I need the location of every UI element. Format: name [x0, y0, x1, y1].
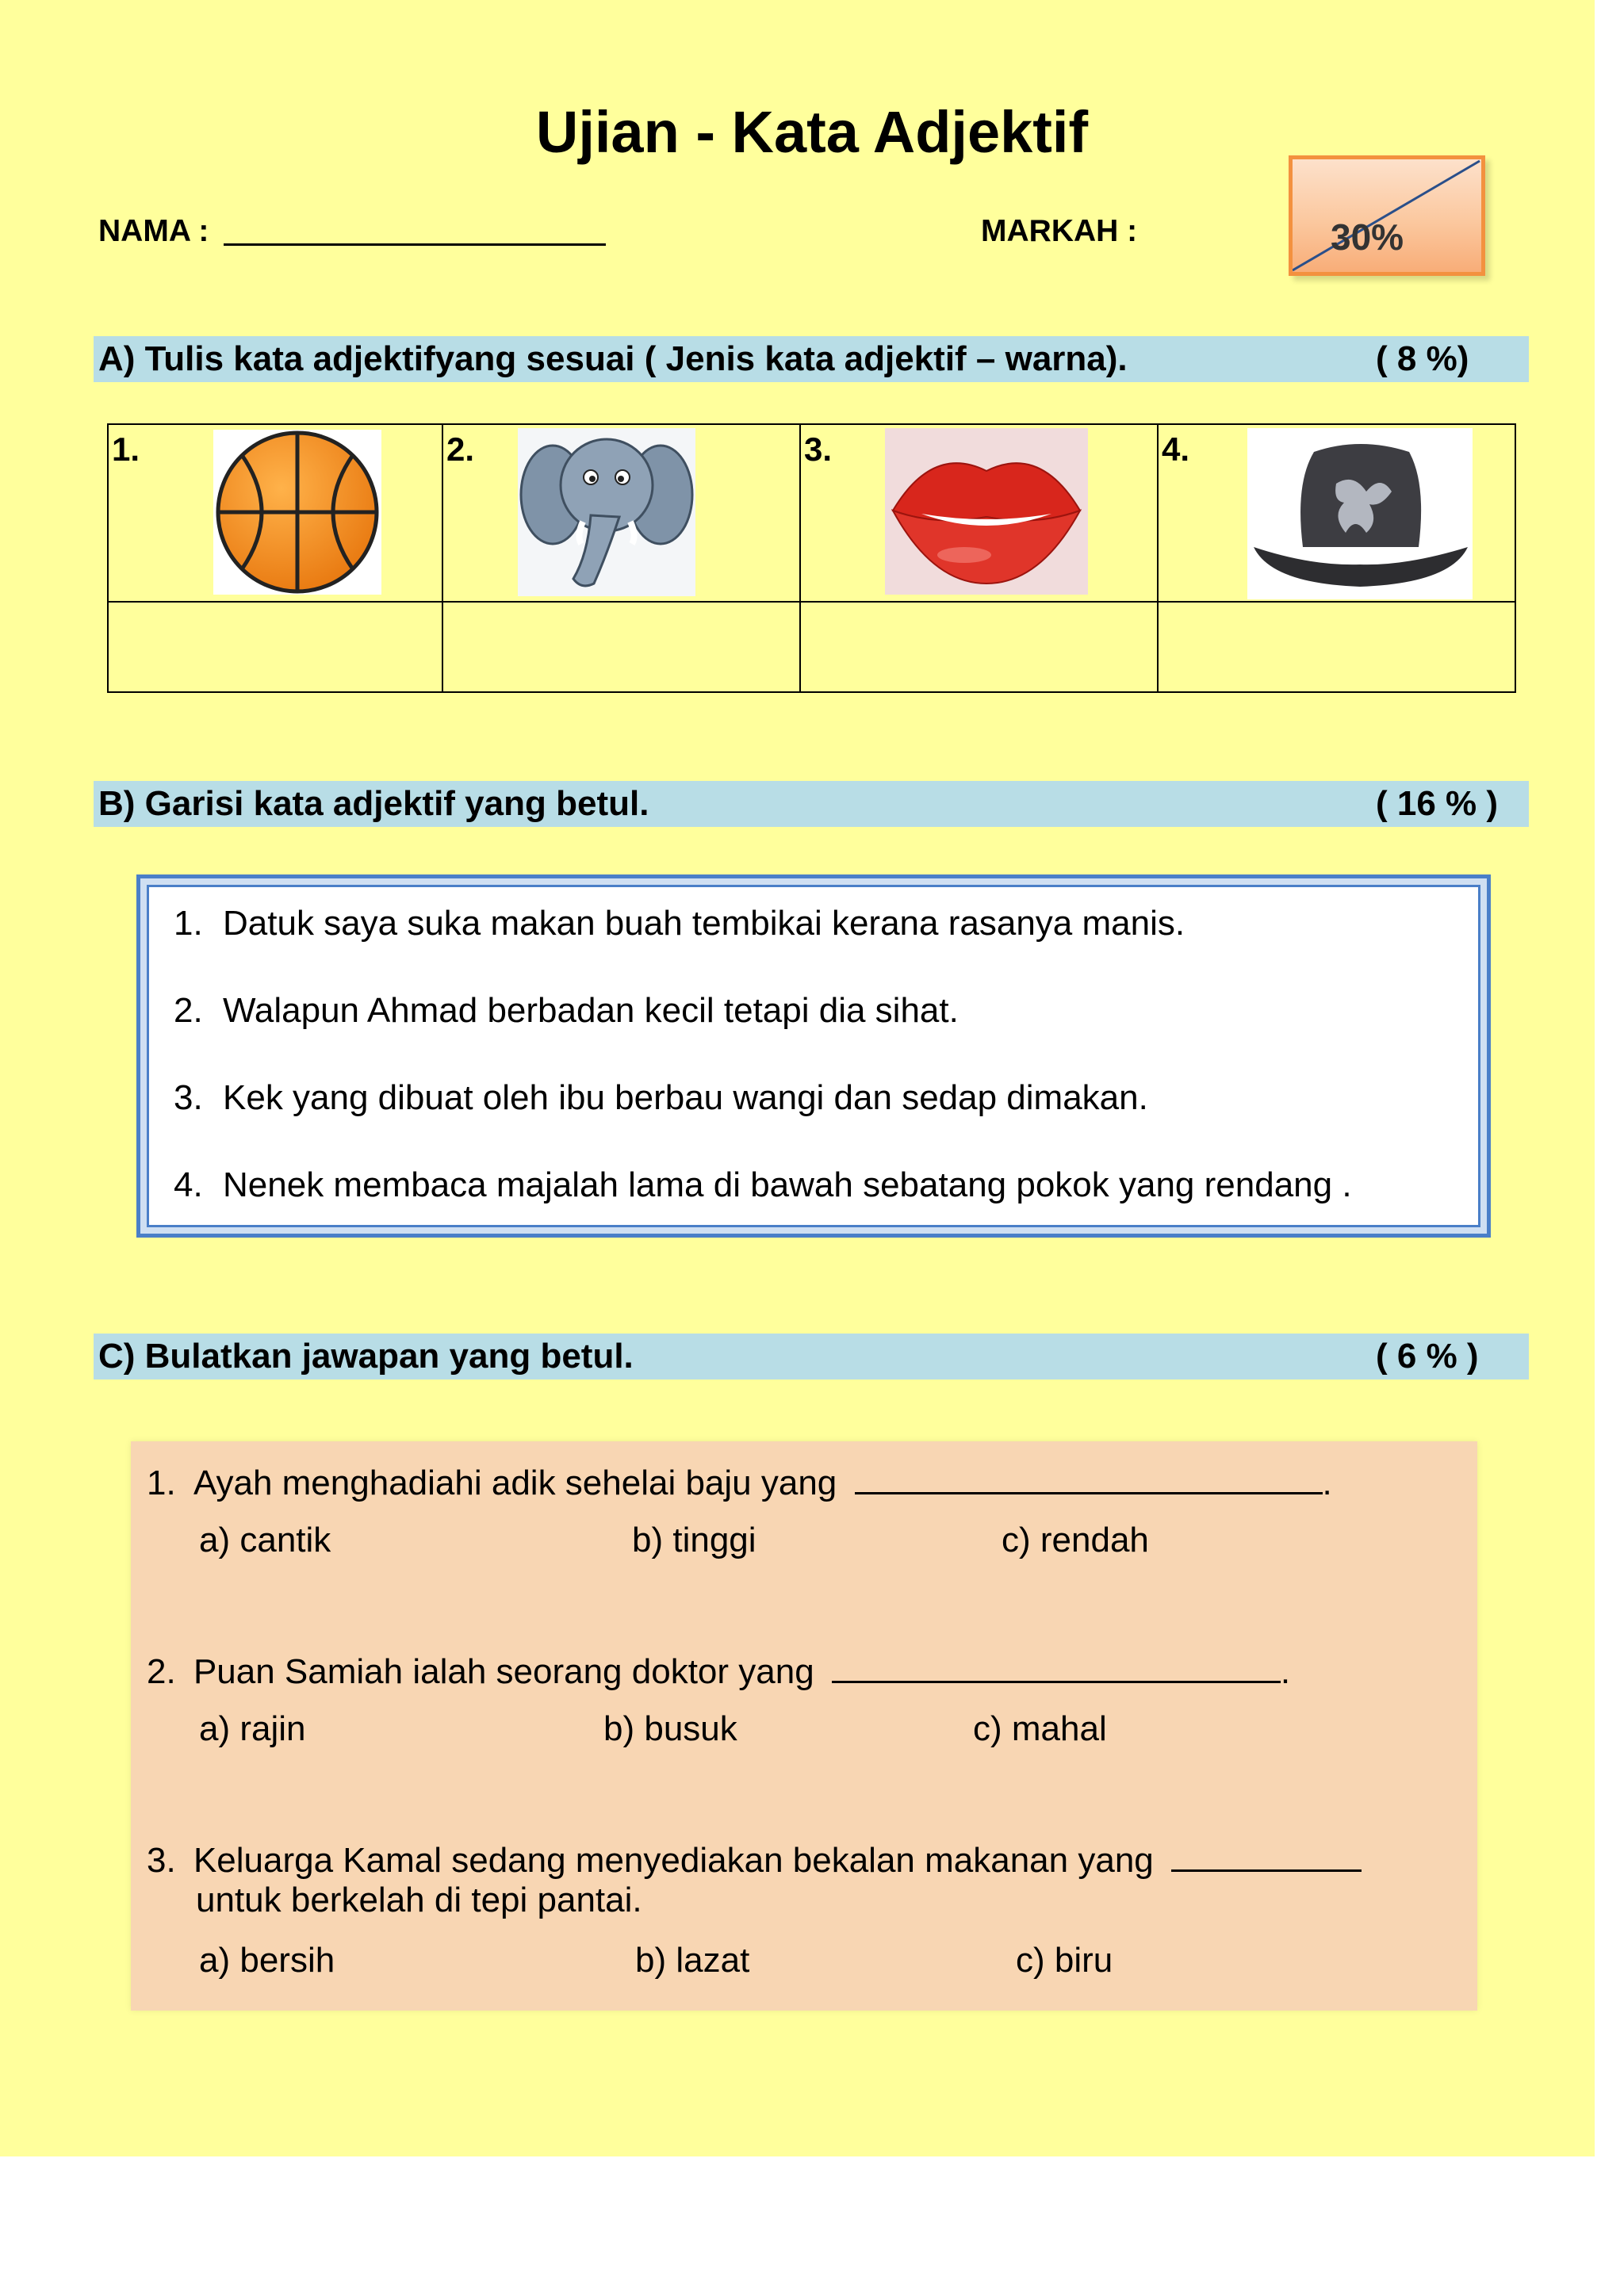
score-box	[1289, 155, 1485, 276]
answer-cell-3[interactable]	[800, 602, 1158, 692]
option-c[interactable]: c) mahal	[973, 1709, 1107, 1748]
option-a[interactable]: a) cantik	[199, 1521, 331, 1559]
option-c[interactable]: c) rendah	[1002, 1521, 1149, 1559]
item-number: 4.	[1162, 430, 1190, 468]
question-number: 1.	[147, 1464, 176, 1502]
name-field[interactable]	[224, 243, 606, 246]
picture-cell-4	[1158, 424, 1515, 602]
picture-table	[107, 423, 1516, 693]
section-c-header	[94, 1334, 1529, 1380]
sentence-item	[174, 989, 1471, 1077]
sentence-text[interactable]: Nenek membaca majalah lama di bawah sebatang pokok yang rendang .	[223, 1165, 1352, 1204]
sentence-box	[136, 874, 1491, 1238]
sentence-text[interactable]: Walapun Ahmad berbadan kecil tetapi dia sihat.	[223, 991, 959, 1030]
section-c-title: C) Bulatkan jawapan yang betul.	[98, 1337, 634, 1376]
sentence-number: 3.	[174, 1078, 203, 1117]
question-end: .	[1322, 1464, 1332, 1502]
sentence-number: 1.	[174, 904, 203, 943]
answer-blank	[1171, 1836, 1362, 1872]
section-b-header	[94, 781, 1529, 827]
option-a[interactable]: a) rajin	[199, 1709, 306, 1748]
name-label: NAMA :	[98, 214, 209, 248]
section-a-marks: ( 8 %)	[1376, 339, 1469, 378]
sentence-number: 2.	[174, 991, 203, 1030]
question-3-line-2: untuk berkelah di tepi pantai.	[196, 1881, 642, 1919]
marks-label: MARKAH :	[981, 214, 1138, 248]
sentence-item	[174, 902, 1471, 989]
question-2	[147, 1647, 1290, 1693]
answer-cell-1[interactable]	[108, 602, 442, 692]
red-lips-icon	[885, 428, 1088, 595]
answer-blank	[832, 1647, 1281, 1683]
section-c-marks: ( 6 % )	[1376, 1337, 1479, 1376]
sentence-item	[174, 1077, 1471, 1164]
sentence-number: 4.	[174, 1165, 203, 1204]
item-number: 2.	[446, 430, 475, 468]
section-b-title: B) Garisi kata adjektif yang betul.	[98, 784, 649, 823]
item-number: 3.	[804, 430, 833, 468]
answer-cell-2[interactable]	[442, 602, 800, 692]
elephant-icon	[518, 428, 695, 596]
answer-cell-4[interactable]	[1158, 602, 1515, 692]
basketball-icon	[213, 430, 381, 595]
black-hat-icon	[1247, 428, 1473, 599]
picture-cell-3	[800, 424, 1158, 602]
page-title: Ujian - Kata Adjektif	[535, 99, 1089, 165]
picture-cell-1	[108, 424, 442, 602]
option-b[interactable]: b) busuk	[603, 1709, 737, 1748]
question-number: 3.	[147, 1841, 176, 1880]
answer-blank	[855, 1459, 1323, 1494]
question-1	[147, 1459, 1332, 1505]
question-end: .	[1280, 1652, 1291, 1691]
question-text: Puan Samiah ialah seorang doktor yang	[193, 1652, 814, 1691]
question-text: Keluarga Kamal sedang menyediakan bekalan makanan yang	[193, 1841, 1154, 1880]
option-c[interactable]: c) biru	[1016, 1941, 1113, 1980]
sentence-text[interactable]: Datuk saya suka makan buah tembikai kerana rasanya manis.	[223, 904, 1185, 943]
sentence-text[interactable]: Kek yang dibuat oleh ibu berbau wangi dan sedap dimakan.	[223, 1078, 1148, 1117]
option-b[interactable]: b) tinggi	[632, 1521, 756, 1559]
picture-cell-2	[442, 424, 800, 602]
question-3	[147, 1836, 1362, 1882]
score-value: 30%	[1331, 216, 1404, 258]
question-number: 2.	[147, 1652, 176, 1691]
mcq-box	[131, 1441, 1477, 2011]
section-b-marks: ( 16 % )	[1376, 784, 1499, 823]
section-a-title: A) Tulis kata adjektifyang sesuai ( Jenis kata adjektif – warna).	[98, 339, 1128, 378]
option-b[interactable]: b) lazat	[635, 1941, 750, 1980]
item-number: 1.	[112, 430, 140, 468]
section-a-header	[94, 336, 1529, 382]
sentence-item	[174, 1164, 1471, 1251]
option-a[interactable]: a) bersih	[199, 1941, 335, 1980]
question-text: Ayah menghadiahi adik sehelai baju yang	[193, 1464, 837, 1502]
